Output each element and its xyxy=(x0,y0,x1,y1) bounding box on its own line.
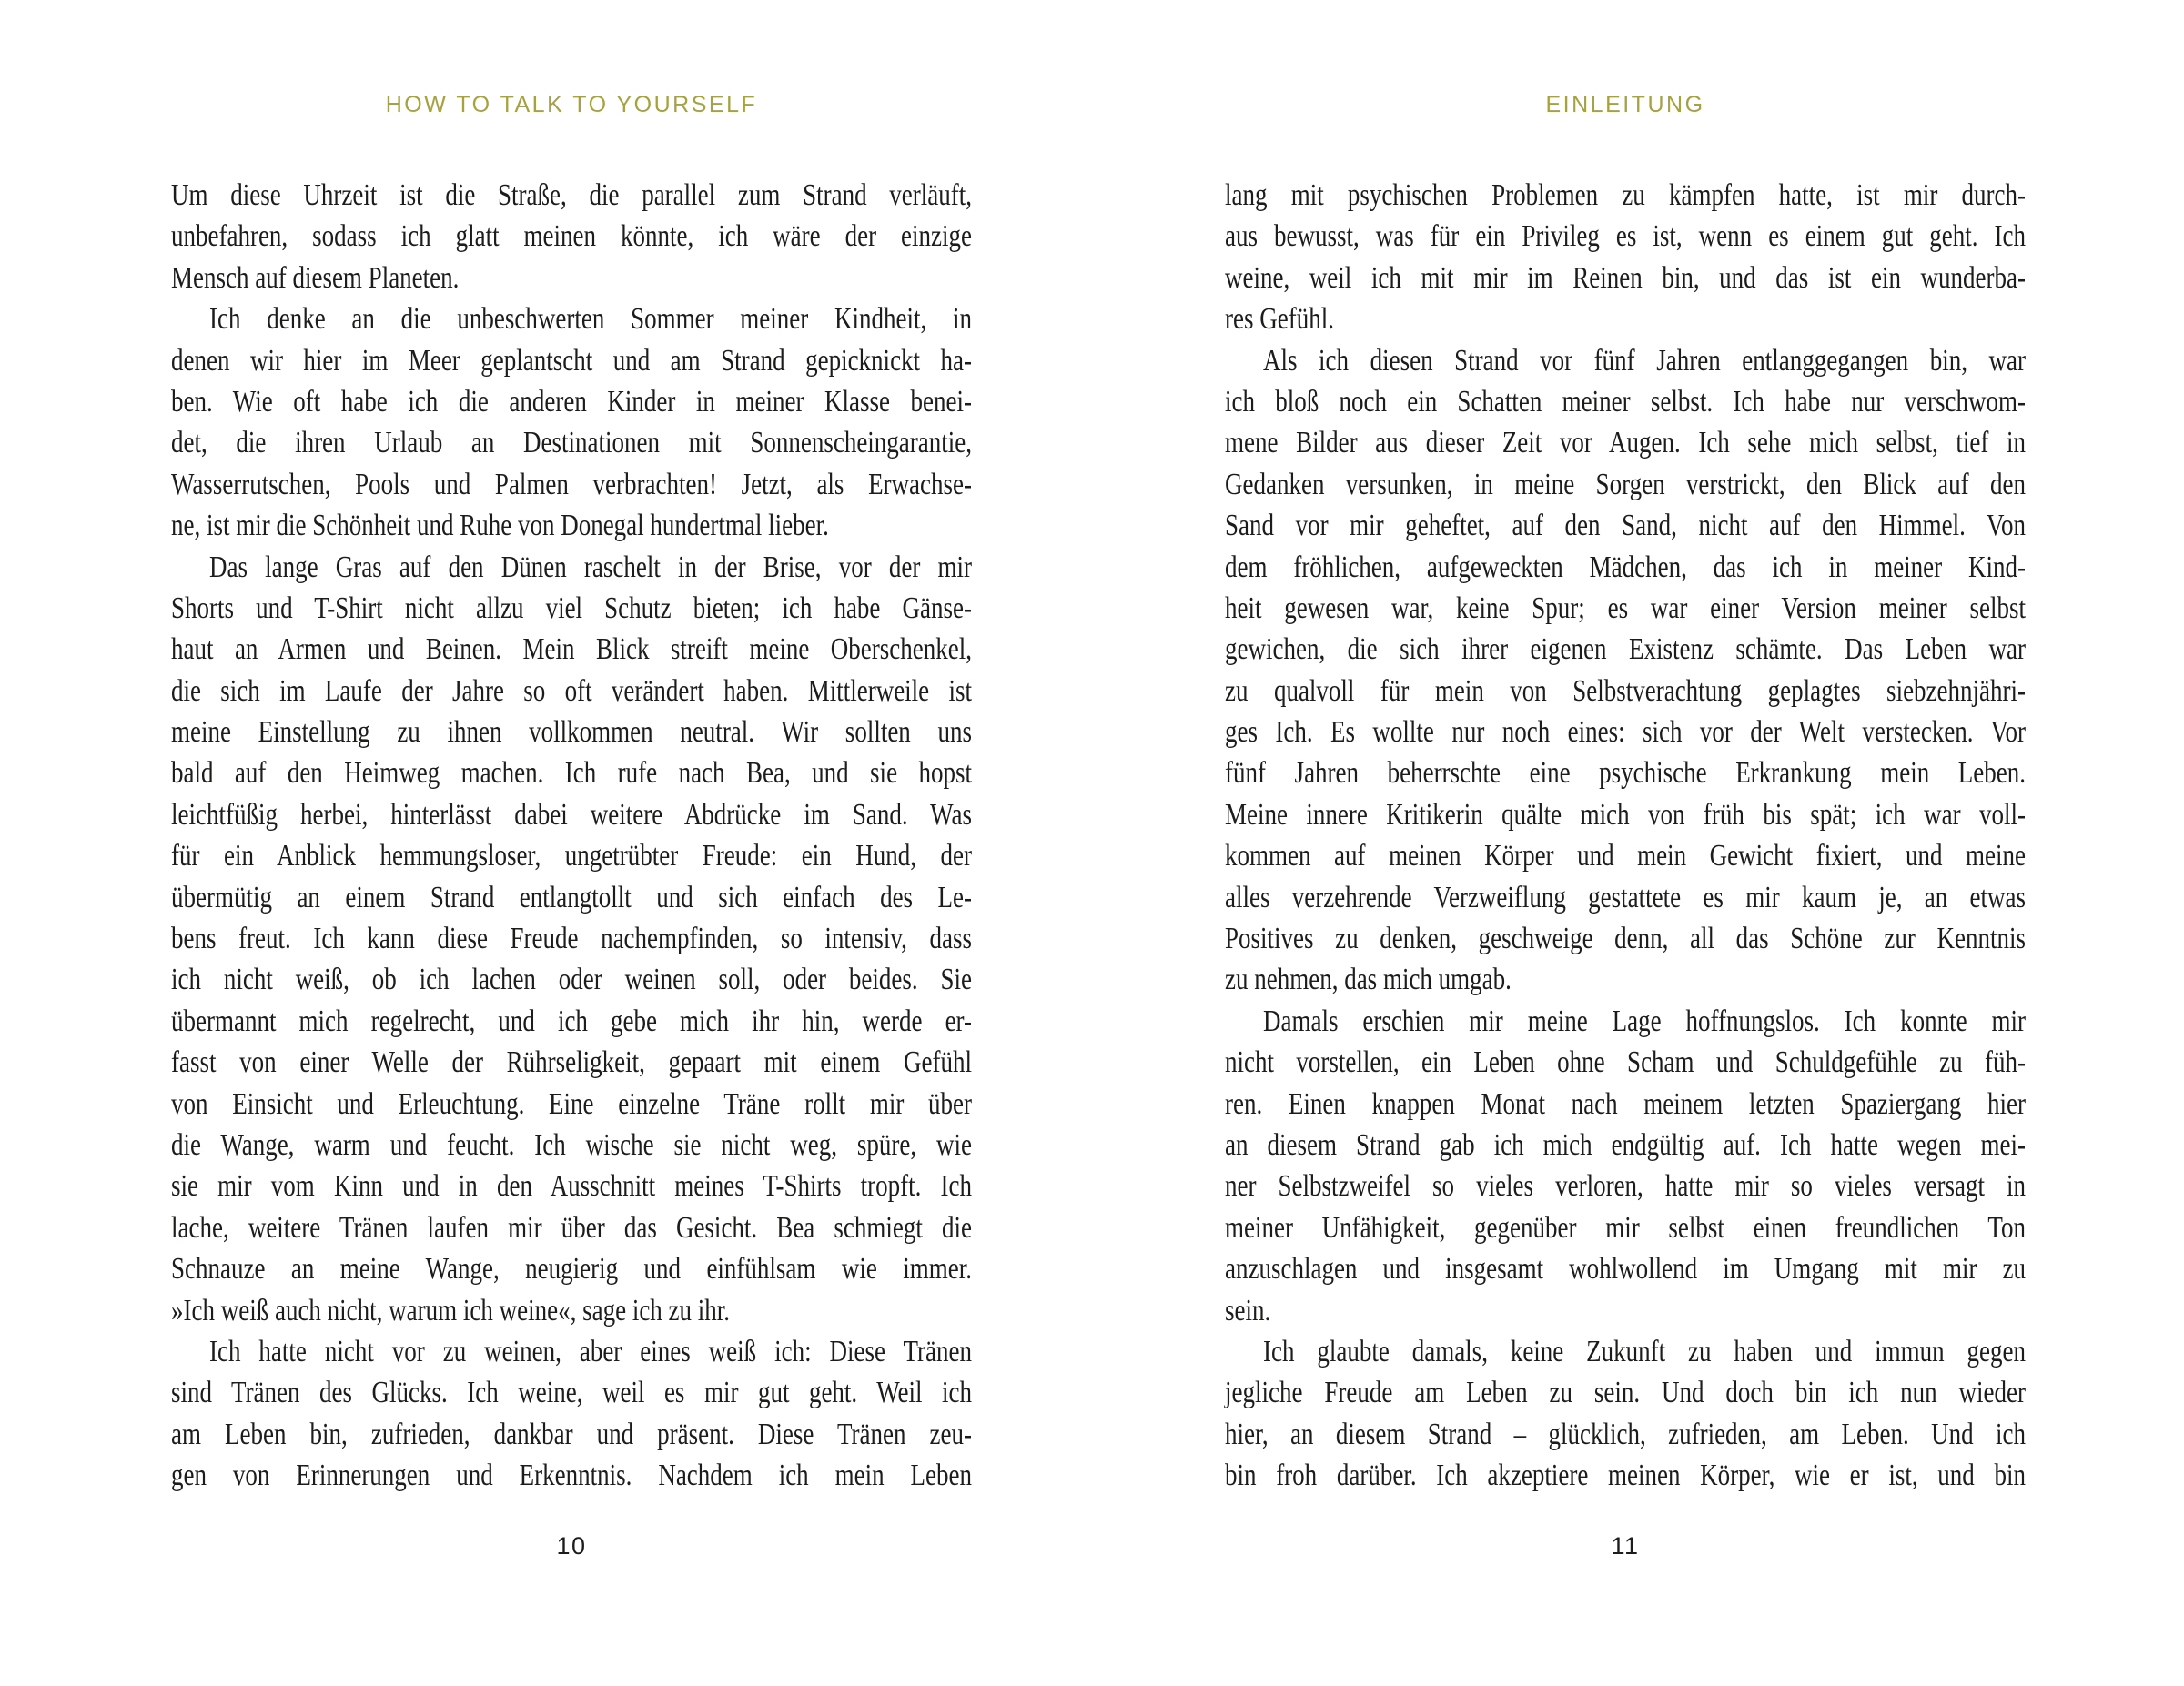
text-line: sein. xyxy=(1225,1292,1271,1327)
text-line: die Wange, warm und feucht. Ich wische sie nicht weg, spüre, wie xyxy=(171,1127,972,1162)
text-line: Ich glaubte damals, keine Zukunft zu haben und immun gegen xyxy=(1263,1334,2026,1368)
text-line: Ich hatte nicht vor zu weinen, aber eines weiß ich: Diese Tränen xyxy=(209,1334,972,1368)
text-line: res Gefühl. xyxy=(1225,301,1334,336)
text-line: Ich denke an die unbeschwerten Sommer meiner Kindheit, in xyxy=(209,301,972,336)
text-line: unbefahren, sodass ich glatt meinen könnte, ich wäre der einzige xyxy=(171,218,972,253)
text-line: mene Bilder aus dieser Zeit vor Augen. Ich sehe mich selbst, tief in xyxy=(1225,425,2026,459)
text-line: die sich im Laufe der Jahre so oft verändert haben. Mittlerweile ist xyxy=(171,672,972,708)
page-body-right xyxy=(1225,175,2026,1497)
text-line: Positives zu denken, geschweige denn, all das Schöne zur Kenntnis xyxy=(1225,921,2026,955)
text-line: weine, weil ich mit mir im Reinen bin, und das ist ein wunderba- xyxy=(1225,260,2026,295)
text-line: dem fröhlichen, aufgeweckten Mädchen, das ich in meiner Kind- xyxy=(1225,549,2026,583)
text-line: hier, an diesem Strand – glücklich, zufrieden, am Leben. Und ich xyxy=(1225,1416,2026,1451)
text-line: lang mit psychischen Problemen zu kämpfen hatte, ist mir durch- xyxy=(1225,177,2026,212)
text-line: sind Tränen des Glücks. Ich weine, weil es mir gut geht. Weil ich xyxy=(171,1375,972,1409)
text-line: ren. Einen knappen Monat nach meinem letzten Spaziergang hier xyxy=(1225,1085,2026,1121)
text-line: heit gewesen war, keine Spur; es war einer Version meiner selbst xyxy=(1225,591,2026,625)
text-line: bens freut. Ich kann diese Freude nachempfinden, so intensiv, dass xyxy=(171,921,972,955)
text-line: Gedanken versunken, in meine Sorgen verstrickt, den Blick auf den xyxy=(1225,466,2026,501)
text-line: Schnauze an meine Wange, neugierig und einfühlsam wie immer. xyxy=(171,1251,972,1286)
text-line: det, die ihren Urlaub an Destinationen mit Sonnenscheingarantie, xyxy=(171,425,972,459)
text-line: »Ich weiß auch nicht, warum ich weine«, sage ich zu ihr. xyxy=(171,1292,731,1327)
text-line: alles verzehrende Verzweiflung gestattete es mir kaum je, an etwas xyxy=(1225,879,2026,914)
text-line: meine Einstellung zu ihnen vollkommen neutral. Wir sollten uns xyxy=(171,714,972,749)
text-line: Mensch auf diesem Planeten. xyxy=(171,260,460,295)
text-line: anzuschlagen und insgesamt wohlwollend im Umgang mit mir zu xyxy=(1225,1251,2026,1286)
text-line: jegliche Freude am Leben zu sein. Und doch bin ich nun wieder xyxy=(1225,1375,2026,1409)
text-line: meiner Unfähigkeit, gegenüber mir selbst einen freundlichen Ton xyxy=(1225,1209,2026,1245)
text-line: ges Ich. Es wollte nur noch eines: sich vor der Welt verstecken. Vor xyxy=(1225,714,2026,749)
text-line: zu nehmen, das mich umgab. xyxy=(1225,962,1512,996)
text-line: Das lange Gras auf den Dünen raschelt in der Brise, vor der mir xyxy=(209,549,972,583)
text-line: kommen auf meinen Körper und mein Gewicht fixiert, und meine xyxy=(1225,838,2026,873)
text-line: übermütig an einem Strand entlangtollt und sich einfach des Le- xyxy=(171,879,972,914)
text-line: fünf Jahren beherrschte eine psychische Erkrankung mein Leben. xyxy=(1225,755,2026,790)
text-line: nicht vorstellen, ein Leben ohne Scham und Schuldgefühle zu füh- xyxy=(1225,1045,2026,1079)
running-header-right: EINLEITUNG xyxy=(1545,92,1705,117)
text-line: leichtfüßig herbei, hinterlässt dabei weitere Abdrücke im Sand. Was xyxy=(171,797,972,832)
text-line: für ein Anblick hemmungsloser, ungetrübter Freude: ein Hund, der xyxy=(171,838,972,873)
text-line: aus bewusst, was für ein Privileg es ist, wenn es einem gut geht. Ich xyxy=(1225,218,2026,253)
text-line: ich bloß noch ein Schatten meiner selbst. Ich habe nur verschwom- xyxy=(1225,384,2026,419)
page-number-left: 10 xyxy=(556,1532,587,1560)
text-line: am Leben bin, zufrieden, dankbar und präsent. Diese Tränen zeu- xyxy=(171,1416,972,1451)
text-line: Meine innere Kritikerin quälte mich von früh bis spät; ich war voll- xyxy=(1225,797,2026,832)
text-line: denen wir hier im Meer geplantscht und am Strand gepicknickt ha- xyxy=(171,342,972,377)
page-right xyxy=(1225,0,2026,1686)
text-line: von Einsicht und Erleuchtung. Eine einzelne Träne rollt mir über xyxy=(171,1085,972,1121)
text-line: sie mir vom Kinn und in den Ausschnitt meines T-Shirts tropft. Ich xyxy=(171,1168,972,1203)
text-line: ben. Wie oft habe ich die anderen Kinder in meiner Klasse benei- xyxy=(171,384,972,419)
text-line: Damals erschien mir meine Lage hoffnungslos. Ich konnte mir xyxy=(1263,1004,2026,1038)
text-line: gewichen, die sich ihrer eigenen Existenz schämte. Das Leben war xyxy=(1225,631,2026,666)
page-number-right: 11 xyxy=(1611,1532,1640,1560)
text-line: Shorts und T-Shirt nicht allzu viel Schutz bieten; ich habe Gänse- xyxy=(171,591,972,625)
text-line: gen von Erinnerungen und Erkenntnis. Nachdem ich mein Leben xyxy=(171,1458,972,1492)
text-line: Als ich diesen Strand vor fünf Jahren entlanggegangen bin, war xyxy=(1263,342,2026,377)
text-line: Wasserrutschen, Pools und Palmen verbrachten! Jetzt, als Erwachse- xyxy=(171,466,972,501)
text-line: übermannt mich regelrecht, und ich gebe mich ihr hin, werde er- xyxy=(171,1004,972,1038)
page-body-left xyxy=(171,175,972,1497)
text-line: ich nicht weiß, ob ich lachen oder weinen soll, oder beides. Sie xyxy=(171,962,972,996)
text-line: fasst von einer Welle der Rührseligkeit, gepaart mit einem Gefühl xyxy=(171,1045,972,1079)
text-line: zu qualvoll für mein von Selbstverachtung geplagtes siebzehnjähri- xyxy=(1225,672,2026,708)
text-line: ner Selbstzweifel so vieles verloren, hatte mir so vieles versagt in xyxy=(1225,1168,2026,1203)
text-line: Um diese Uhrzeit ist die Straße, die parallel zum Strand verläuft, xyxy=(171,177,972,212)
text-line: haut an Armen und Beinen. Mein Blick streift meine Oberschenkel, xyxy=(171,631,972,666)
text-line: an diesem Strand gab ich mich endgültig auf. Ich hatte wegen mei- xyxy=(1225,1127,2026,1162)
running-header-left: HOW TO TALK TO YOURSELF xyxy=(385,92,758,117)
text-line: Sand vor mir geheftet, auf den Sand, nicht auf den Himmel. Von xyxy=(1225,508,2026,542)
text-line: bald auf den Heimweg machen. Ich rufe nach Bea, und sie hopst xyxy=(171,755,972,790)
text-line: lache, weitere Tränen laufen mir über das Gesicht. Bea schmiegt die xyxy=(171,1209,972,1245)
text-line: bin froh darüber. Ich akzeptiere meinen Körper, wie er ist, und bin xyxy=(1225,1458,2026,1492)
page-left xyxy=(171,0,972,1686)
text-line: ne, ist mir die Schönheit und Ruhe von Donegal hundertmal lieber. xyxy=(171,508,829,542)
